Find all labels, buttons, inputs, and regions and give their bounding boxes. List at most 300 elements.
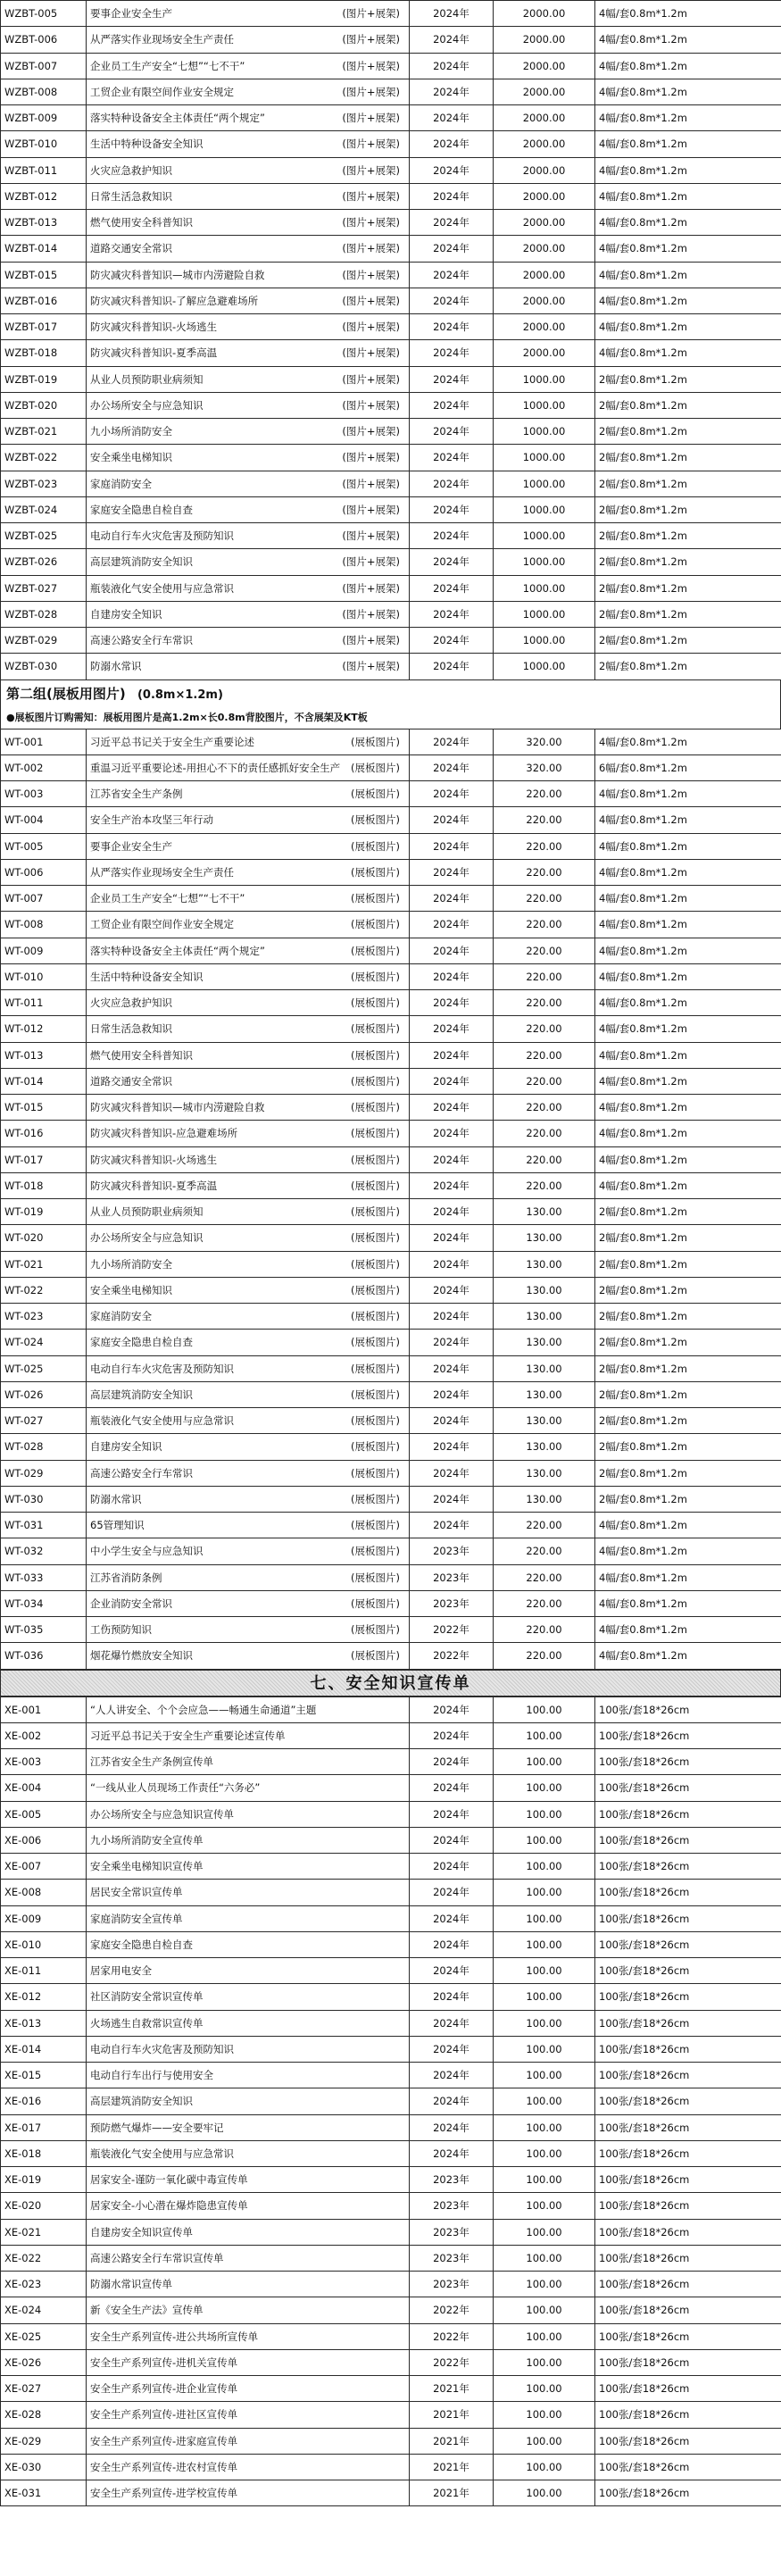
item-spec: 2幅/套0.8m*1.2m xyxy=(595,628,781,654)
item-name-cell xyxy=(87,1538,410,1564)
table-row xyxy=(1,2036,781,2062)
item-name-cell xyxy=(87,1617,410,1643)
item-price: 2000.00 xyxy=(494,131,595,157)
table-row xyxy=(1,445,781,471)
item-year: 2024年 xyxy=(410,1775,494,1801)
item-spec: 4幅/套0.8m*1.2m xyxy=(595,886,781,912)
table-row xyxy=(1,1330,781,1355)
item-price: 1000.00 xyxy=(494,445,595,471)
item-name-cell xyxy=(87,1958,410,1984)
item-name-cell xyxy=(87,938,410,963)
item-name-cell xyxy=(87,1199,410,1225)
item-year: 2024年 xyxy=(410,2088,494,2114)
item-year: 2024年 xyxy=(410,1854,494,1880)
item-name-cell xyxy=(87,1225,410,1251)
item-code: XE-021 xyxy=(1,2219,87,2245)
item-year: 2024年 xyxy=(410,1068,494,1094)
item-spec: 4幅/套0.8m*1.2m xyxy=(595,236,781,262)
item-code: XE-002 xyxy=(1,1722,87,1748)
item-code: XE-007 xyxy=(1,1854,87,1880)
item-code: WT-027 xyxy=(1,1408,87,1434)
item-year: 2024年 xyxy=(410,471,494,496)
item-name-cell xyxy=(87,963,410,989)
item-code: XE-012 xyxy=(1,1984,87,2010)
table-row xyxy=(1,628,781,654)
item-price: 1000.00 xyxy=(494,419,595,445)
item-price: 220.00 xyxy=(494,886,595,912)
table-row xyxy=(1,288,781,313)
table-row xyxy=(1,1095,781,1121)
item-name: 九小场所消防安全 xyxy=(90,1257,172,1271)
table-row xyxy=(1,754,781,780)
item-name: 安全生产系列宣传-进农村宣传单 xyxy=(90,2460,238,2473)
item-year: 2024年 xyxy=(410,236,494,262)
item-price: 320.00 xyxy=(494,754,595,780)
item-code: WT-035 xyxy=(1,1617,87,1643)
item-name-cell xyxy=(87,1513,410,1538)
item-spec: 4幅/套0.8m*1.2m xyxy=(595,314,781,340)
item-spec: 4幅/套0.8m*1.2m xyxy=(595,1121,781,1146)
item-name-cell xyxy=(87,886,410,912)
item-year: 2024年 xyxy=(410,340,494,366)
item-type: (展板图片) xyxy=(351,1310,400,1323)
item-type: (展板图片) xyxy=(351,735,400,748)
item-name: 居家安全-谨防一氧化碳中毒宣传单 xyxy=(90,2173,248,2187)
table-row xyxy=(1,833,781,859)
table-row xyxy=(1,2193,781,2219)
item-price: 2000.00 xyxy=(494,105,595,131)
item-type: (展板图片) xyxy=(351,813,400,827)
item-code: WT-031 xyxy=(1,1513,87,1538)
item-code: WT-021 xyxy=(1,1251,87,1277)
item-year: 2024年 xyxy=(410,105,494,131)
item-name-cell xyxy=(87,1931,410,1957)
table-row xyxy=(1,2245,781,2271)
item-spec: 4幅/套0.8m*1.2m xyxy=(595,1643,781,1669)
item-code: XE-011 xyxy=(1,1958,87,1984)
item-spec: 100张/套18*26cm xyxy=(595,2088,781,2114)
item-price: 130.00 xyxy=(494,1251,595,1277)
item-spec: 2幅/套0.8m*1.2m xyxy=(595,523,781,549)
item-year: 2024年 xyxy=(410,1696,494,1722)
item-spec: 4幅/套0.8m*1.2m xyxy=(595,340,781,366)
item-year: 2024年 xyxy=(410,1304,494,1330)
item-year: 2021年 xyxy=(410,2428,494,2454)
item-code: WT-028 xyxy=(1,1434,87,1460)
item-type: (图片+展架) xyxy=(342,268,400,281)
item-name: 高层建筑消防安全知识 xyxy=(90,555,193,569)
item-spec: 100张/套18*26cm xyxy=(595,1880,781,1905)
table-row xyxy=(1,2376,781,2402)
item-code: XE-019 xyxy=(1,2167,87,2193)
item-spec: 100张/套18*26cm xyxy=(595,2036,781,2062)
item-year: 2023年 xyxy=(410,2193,494,2219)
item-type: (展板图片) xyxy=(351,1283,400,1296)
item-name-cell xyxy=(87,1172,410,1198)
table-row xyxy=(1,1984,781,2010)
item-name-cell xyxy=(87,1,410,27)
item-code: XE-015 xyxy=(1,2063,87,2088)
item-year: 2024年 xyxy=(410,131,494,157)
item-year: 2024年 xyxy=(410,938,494,963)
item-name: 燃气使用安全科普知识 xyxy=(90,216,193,229)
item-year: 2024年 xyxy=(410,549,494,575)
item-price: 100.00 xyxy=(494,2063,595,2088)
item-year: 2024年 xyxy=(410,1095,494,1121)
item-price: 100.00 xyxy=(494,1696,595,1722)
item-name-cell xyxy=(87,2297,410,2323)
table-row xyxy=(1,1042,781,1068)
item-name: 高速公路安全行车常识宣传单 xyxy=(90,2251,224,2264)
item-type: (展板图片) xyxy=(351,970,400,983)
group1-table-body xyxy=(1,1,781,680)
item-spec: 100张/套18*26cm xyxy=(595,1905,781,1931)
item-year: 2024年 xyxy=(410,781,494,807)
item-year: 2023年 xyxy=(410,2219,494,2245)
item-type: (展板图片) xyxy=(351,1545,400,1558)
item-code: WT-033 xyxy=(1,1564,87,1590)
item-spec: 100张/套18*26cm xyxy=(595,1749,781,1775)
item-name-cell xyxy=(87,2272,410,2297)
item-name: 要事企业安全生产 xyxy=(90,7,172,21)
item-spec: 2幅/套0.8m*1.2m xyxy=(595,601,781,627)
item-code: WZBT-026 xyxy=(1,549,87,575)
item-name-cell xyxy=(87,1095,410,1121)
item-name: 防灾减灾科普知识-火场逃生 xyxy=(90,1153,218,1166)
table-row xyxy=(1,654,781,679)
item-code: WT-020 xyxy=(1,1225,87,1251)
item-year: 2024年 xyxy=(410,1434,494,1460)
item-price: 220.00 xyxy=(494,781,595,807)
item-name: 安全生产系列宣传-进公共场所宣传单 xyxy=(90,2330,259,2343)
item-name-cell xyxy=(87,2349,410,2375)
item-spec: 100张/套18*26cm xyxy=(595,2193,781,2219)
item-code: WT-022 xyxy=(1,1277,87,1303)
item-name: 家庭安全隐患自检自查 xyxy=(90,1938,193,1951)
item-price: 2000.00 xyxy=(494,262,595,288)
table-row xyxy=(1,938,781,963)
table-row xyxy=(1,1172,781,1198)
table-row xyxy=(1,2402,781,2428)
item-price: 2000.00 xyxy=(494,157,595,183)
item-code: XE-014 xyxy=(1,2036,87,2062)
table-row xyxy=(1,1251,781,1277)
table-row xyxy=(1,1486,781,1512)
item-price: 2000.00 xyxy=(494,27,595,53)
item-price: 130.00 xyxy=(494,1304,595,1330)
item-price: 220.00 xyxy=(494,859,595,885)
item-name-cell xyxy=(87,523,410,549)
item-name-cell xyxy=(87,575,410,601)
item-spec: 100张/套18*26cm xyxy=(595,2349,781,2375)
item-price: 2000.00 xyxy=(494,340,595,366)
item-price: 1000.00 xyxy=(494,496,595,522)
item-code: XE-030 xyxy=(1,2454,87,2480)
item-name-cell xyxy=(87,859,410,885)
item-name-cell xyxy=(87,445,410,471)
item-name: 电动自行车出行与使用安全 xyxy=(90,2069,213,2082)
item-type: (展板图片) xyxy=(351,1205,400,1219)
item-type: (展板图片) xyxy=(351,1231,400,1245)
item-name-cell xyxy=(87,262,410,288)
item-name-cell xyxy=(87,2219,410,2245)
item-code: WT-026 xyxy=(1,1381,87,1407)
item-code: WT-025 xyxy=(1,1355,87,1381)
item-name: 落实特种设备安全主体责任“两个规定” xyxy=(90,112,265,125)
item-type: (图片+展架) xyxy=(342,189,400,203)
item-name: 工伤预防知识 xyxy=(90,1623,152,1637)
item-name-cell xyxy=(87,496,410,522)
item-name-cell xyxy=(87,1408,410,1434)
item-code: XE-029 xyxy=(1,2428,87,2454)
item-name: 从业人员预防职业病须知 xyxy=(90,372,204,386)
item-spec: 4幅/套0.8m*1.2m xyxy=(595,1617,781,1643)
item-code: WT-016 xyxy=(1,1121,87,1146)
item-name-cell xyxy=(87,1460,410,1486)
item-code: WT-014 xyxy=(1,1068,87,1094)
item-code: WZBT-024 xyxy=(1,496,87,522)
item-code: WT-001 xyxy=(1,729,87,754)
item-spec: 100张/套18*26cm xyxy=(595,1775,781,1801)
item-year: 2024年 xyxy=(410,1016,494,1042)
item-code: XE-023 xyxy=(1,2272,87,2297)
table-row xyxy=(1,1225,781,1251)
item-type: (展板图片) xyxy=(351,1362,400,1375)
item-name: “人人讲安全、个个会应急——畅通生命通道”主题 xyxy=(90,1703,317,1716)
item-spec: 4幅/套0.8m*1.2m xyxy=(595,1172,781,1198)
item-price: 320.00 xyxy=(494,729,595,754)
item-price: 130.00 xyxy=(494,1460,595,1486)
item-name-cell xyxy=(87,1749,410,1775)
table-row xyxy=(1,1749,781,1775)
item-year: 2024年 xyxy=(410,2140,494,2166)
table-row xyxy=(1,1355,781,1381)
item-spec: 4幅/套0.8m*1.2m xyxy=(595,1016,781,1042)
item-name: 日常生活急救知识 xyxy=(90,1022,172,1036)
item-name: 从严落实作业现场安全生产责任 xyxy=(90,865,234,879)
item-year: 2024年 xyxy=(410,807,494,833)
item-spec: 100张/套18*26cm xyxy=(595,1854,781,1880)
item-code: XE-024 xyxy=(1,2297,87,2323)
item-name-cell xyxy=(87,990,410,1016)
item-type: (展板图片) xyxy=(351,1623,400,1637)
table-row xyxy=(1,2140,781,2166)
item-spec: 2幅/套0.8m*1.2m xyxy=(595,1304,781,1330)
item-price: 2000.00 xyxy=(494,314,595,340)
item-name: 防灾减灾科普知识-火场逃生 xyxy=(90,321,218,334)
item-code: WT-034 xyxy=(1,1590,87,1616)
item-type: (展板图片) xyxy=(351,918,400,931)
item-price: 100.00 xyxy=(494,1749,595,1775)
table-row xyxy=(1,729,781,754)
item-year: 2024年 xyxy=(410,2036,494,2062)
item-name-cell xyxy=(87,1775,410,1801)
item-spec: 100张/套18*26cm xyxy=(595,1696,781,1722)
item-name: 安全生产系列宣传-进企业宣传单 xyxy=(90,2382,238,2396)
item-name: 自建房安全知识 xyxy=(90,607,162,621)
item-price: 100.00 xyxy=(494,2428,595,2454)
item-name-cell xyxy=(87,2402,410,2428)
item-type: (图片+展架) xyxy=(342,138,400,151)
item-code: WT-006 xyxy=(1,859,87,885)
table-row xyxy=(1,1827,781,1853)
item-type: (图片+展架) xyxy=(342,555,400,569)
item-name: 安全生产系列宣传-进机关宣传单 xyxy=(90,2355,238,2369)
item-name-cell xyxy=(87,131,410,157)
item-name-cell xyxy=(87,314,410,340)
item-year: 2023年 xyxy=(410,2245,494,2271)
item-code: XE-006 xyxy=(1,1827,87,1853)
item-year: 2024年 xyxy=(410,210,494,236)
table-row xyxy=(1,1801,781,1827)
item-year: 2022年 xyxy=(410,2323,494,2349)
table-row xyxy=(1,340,781,366)
item-price: 100.00 xyxy=(494,2193,595,2219)
table-row xyxy=(1,2010,781,2036)
table-row xyxy=(1,419,781,445)
item-type: (展板图片) xyxy=(351,839,400,853)
item-spec: 2幅/套0.8m*1.2m xyxy=(595,1460,781,1486)
item-price: 1000.00 xyxy=(494,654,595,679)
table-row xyxy=(1,236,781,262)
item-price: 100.00 xyxy=(494,2140,595,2166)
table-row xyxy=(1,496,781,522)
item-name-cell xyxy=(87,1304,410,1330)
item-year: 2024年 xyxy=(410,1460,494,1486)
item-name-cell xyxy=(87,2245,410,2271)
item-spec: 4幅/套0.8m*1.2m xyxy=(595,105,781,131)
item-price: 130.00 xyxy=(494,1277,595,1303)
group2-title: 第二组(展板用图片) xyxy=(6,685,126,702)
item-name: “一线从业人员现场工作责任“六务必” xyxy=(90,1781,261,1795)
item-price: 130.00 xyxy=(494,1330,595,1355)
item-spec: 2幅/套0.8m*1.2m xyxy=(595,1434,781,1460)
item-price: 220.00 xyxy=(494,990,595,1016)
item-year: 2024年 xyxy=(410,1958,494,1984)
item-name: 高层建筑消防安全知识 xyxy=(90,2095,193,2108)
item-name-cell xyxy=(87,366,410,392)
item-price: 220.00 xyxy=(494,1068,595,1094)
item-name-cell xyxy=(87,1827,410,1853)
item-type: (图片+展架) xyxy=(342,163,400,177)
group1-table xyxy=(0,0,781,680)
item-year: 2021年 xyxy=(410,2402,494,2428)
table-row xyxy=(1,912,781,938)
item-name-cell xyxy=(87,2454,410,2480)
item-year: 2024年 xyxy=(410,729,494,754)
item-type: (图片+展架) xyxy=(342,634,400,647)
item-year: 2024年 xyxy=(410,183,494,209)
item-spec: 4幅/套0.8m*1.2m xyxy=(595,1042,781,1068)
item-price: 220.00 xyxy=(494,912,595,938)
item-price: 100.00 xyxy=(494,2167,595,2193)
item-spec: 6幅/套0.8m*1.2m xyxy=(595,754,781,780)
item-price: 130.00 xyxy=(494,1199,595,1225)
item-year: 2024年 xyxy=(410,262,494,288)
item-name-cell xyxy=(87,2114,410,2140)
item-price: 100.00 xyxy=(494,2297,595,2323)
item-price: 220.00 xyxy=(494,1042,595,1068)
item-name: 自建房安全知识宣传单 xyxy=(90,2225,193,2238)
item-price: 100.00 xyxy=(494,2376,595,2402)
item-code: WT-029 xyxy=(1,1460,87,1486)
item-type: (图片+展架) xyxy=(342,660,400,673)
table-row xyxy=(1,1408,781,1434)
item-year: 2024年 xyxy=(410,1381,494,1407)
item-name: 从严落实作业现场安全生产责任 xyxy=(90,33,234,46)
item-year: 2024年 xyxy=(410,1042,494,1068)
item-name: 安全乘坐电梯知识 xyxy=(90,1283,172,1296)
item-type: (展板图片) xyxy=(351,865,400,879)
item-type: (展板图片) xyxy=(351,1257,400,1271)
group2-table-body xyxy=(1,729,781,1669)
table-row xyxy=(1,183,781,209)
item-price: 130.00 xyxy=(494,1355,595,1381)
table-row xyxy=(1,131,781,157)
item-year: 2023年 xyxy=(410,2167,494,2193)
item-price: 100.00 xyxy=(494,1827,595,1853)
item-year: 2023年 xyxy=(410,1590,494,1616)
item-type: (图片+展架) xyxy=(342,7,400,21)
item-year: 2024年 xyxy=(410,2063,494,2088)
item-name: 安全生产系列宣传-进家庭宣传单 xyxy=(90,2434,238,2447)
item-code: WZBT-009 xyxy=(1,105,87,131)
item-spec: 2幅/套0.8m*1.2m xyxy=(595,1199,781,1225)
item-name: 防灾减灾科普知识—城市内涝避险自救 xyxy=(90,1101,265,1114)
item-code: XE-027 xyxy=(1,2376,87,2402)
item-price: 130.00 xyxy=(494,1408,595,1434)
table-row xyxy=(1,807,781,833)
item-code: XE-005 xyxy=(1,1801,87,1827)
item-name-cell xyxy=(87,2036,410,2062)
item-spec: 4幅/套0.8m*1.2m xyxy=(595,859,781,885)
item-name-cell xyxy=(87,2193,410,2219)
item-name-cell xyxy=(87,27,410,53)
item-code: WZBT-005 xyxy=(1,1,87,27)
item-price: 100.00 xyxy=(494,2010,595,2036)
item-code: XE-016 xyxy=(1,2088,87,2114)
item-name: 防溺水常识 xyxy=(90,1492,142,1505)
item-spec: 2幅/套0.8m*1.2m xyxy=(595,1330,781,1355)
item-code: WT-017 xyxy=(1,1146,87,1172)
item-spec: 4幅/套0.8m*1.2m xyxy=(595,963,781,989)
item-spec: 2幅/套0.8m*1.2m xyxy=(595,1355,781,1381)
table-row xyxy=(1,262,781,288)
item-code: WT-032 xyxy=(1,1538,87,1564)
item-year: 2024年 xyxy=(410,1199,494,1225)
item-spec: 100张/套18*26cm xyxy=(595,2063,781,2088)
item-year: 2024年 xyxy=(410,1277,494,1303)
item-name: 安全生产系列宣传-进学校宣传单 xyxy=(90,2487,238,2500)
item-price: 2000.00 xyxy=(494,183,595,209)
item-spec: 2幅/套0.8m*1.2m xyxy=(595,1486,781,1512)
item-price: 220.00 xyxy=(494,1513,595,1538)
section7-table xyxy=(0,1696,781,2507)
item-price: 220.00 xyxy=(494,833,595,859)
table-row xyxy=(1,2454,781,2480)
item-code: WZBT-011 xyxy=(1,157,87,183)
item-type: (图片+展架) xyxy=(342,242,400,255)
item-year: 2024年 xyxy=(410,1408,494,1434)
item-name-cell xyxy=(87,2167,410,2193)
table-row xyxy=(1,2063,781,2088)
table-row xyxy=(1,575,781,601)
item-name-cell xyxy=(87,1042,410,1068)
item-year: 2022年 xyxy=(410,1643,494,1669)
item-price: 220.00 xyxy=(494,807,595,833)
item-code: WT-019 xyxy=(1,1199,87,1225)
item-name-cell xyxy=(87,79,410,104)
